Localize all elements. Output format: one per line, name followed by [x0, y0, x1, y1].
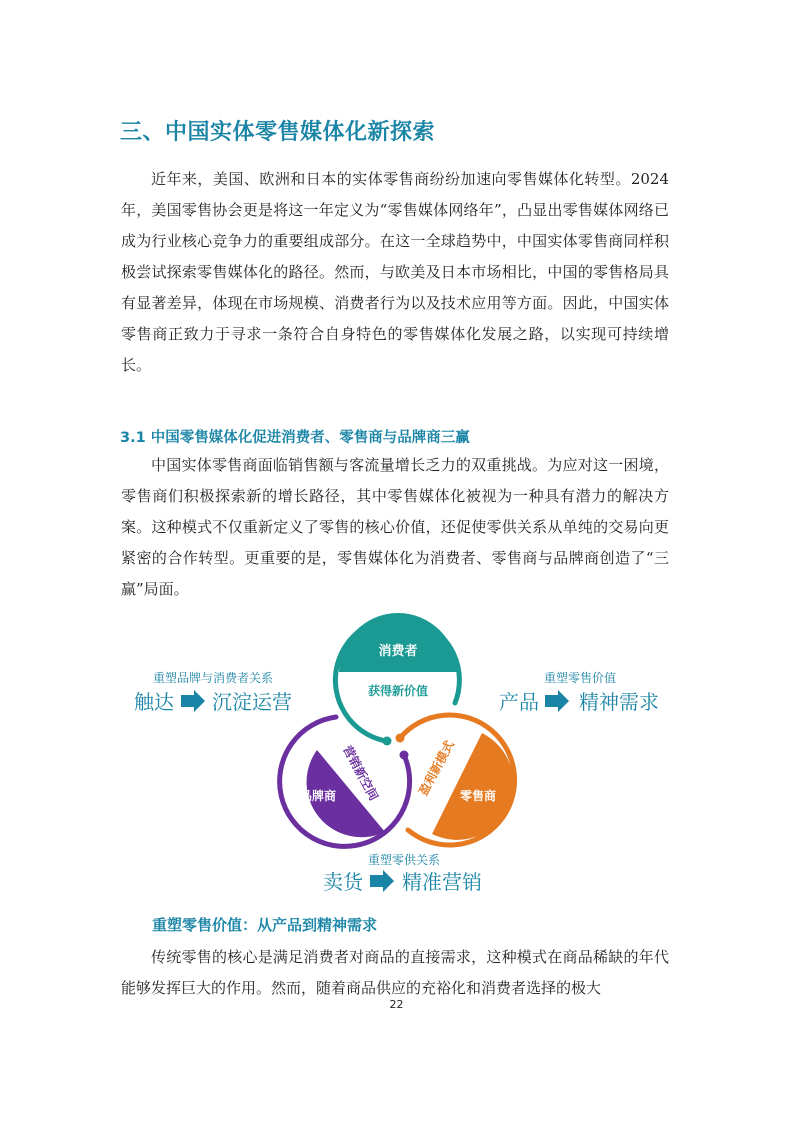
right-to: 精神需求 — [579, 690, 659, 714]
brand-label: 品牌商 — [299, 789, 337, 803]
right-caption-group — [499, 670, 659, 714]
consumer-circle — [335, 613, 459, 746]
bottom-caption-group — [323, 852, 482, 894]
left-caption-group — [134, 670, 292, 714]
brand-sub-label: 营销新空间 — [340, 743, 381, 803]
subheading: 重塑零售价值：从产品到精神需求 — [152, 916, 378, 934]
bottom-to: 精准营销 — [402, 870, 482, 894]
brand-circle — [280, 717, 410, 846]
bottom-from: 卖货 — [323, 870, 363, 894]
page-number: 22 — [389, 998, 404, 1011]
intro-paragraph: 近年来，美国、欧洲和日本的实体零售商纷纷加速向零售媒体化转型。2024年，美国零售协会更是将这一年定义为“零售媒体网络年”，凸显出零售媒体网络已成为行业核心竞争力的重要组成部分。在这一全球趋势中，中国实体零售商同样积极尝试探索零售媒体化的路径。然而，与欧美及日本市场相比，中国的零售格局具有显著差异，体现在市场规模、消费者行为以及技术应用等方面。因此，中国实体零售商正致力于寻求一条符合自身特色的零售媒体化发展之路，以实现可持续增长。 — [121, 170, 669, 374]
three-win-diagram — [0, 600, 793, 900]
left-caption: 重塑品牌与消费者关系 — [152, 671, 274, 685]
consumer-sub-label: 获得新价值 — [367, 684, 429, 698]
left-to: 沉淀运营 — [212, 690, 292, 714]
left-from: 触达 — [134, 690, 174, 714]
consumer-label: 消费者 — [378, 644, 418, 659]
left-arrow-icon — [181, 690, 205, 712]
retailer-label: 零售商 — [459, 789, 497, 803]
right-arrow-icon — [545, 690, 569, 712]
section-paragraph: 中国实体零售商面临销售额与客流量增长乏力的双重挑战。为应对这一困境，零售商们积极探索新的增长路径，其中零售媒体化被视为一种具有潜力的解决方案。这种模式不仅重新定义了零售的核心价值，还促使零供关系从单纯的交易向更紧密的合作转型。更重要的是，零售媒体化为消费者、零售商与品牌商创造了“三赢”局面。 — [121, 456, 669, 598]
right-caption: 重塑零售价值 — [543, 671, 617, 685]
bottom-caption: 重塑零供关系 — [367, 853, 441, 867]
bottom-arrow-icon — [370, 870, 394, 892]
right-from: 产品 — [499, 690, 539, 714]
retailer-circle — [396, 715, 515, 845]
chapter-heading: 三、中国实体零售媒体化新探索 — [120, 120, 436, 145]
closing-paragraph: 传统零售的核心是满足消费者对商品的直接需求，这种模式在商品稀缺的年代能够发挥巨大的作用。然而，随着商品供应的充裕化和消费者选择的极大 — [121, 948, 669, 997]
retailer-sub-label: 盈利新模式 — [416, 738, 457, 798]
section-heading: 3.1 中国零售媒体化促进消费者、零售商与品牌商三赢 — [120, 430, 470, 446]
